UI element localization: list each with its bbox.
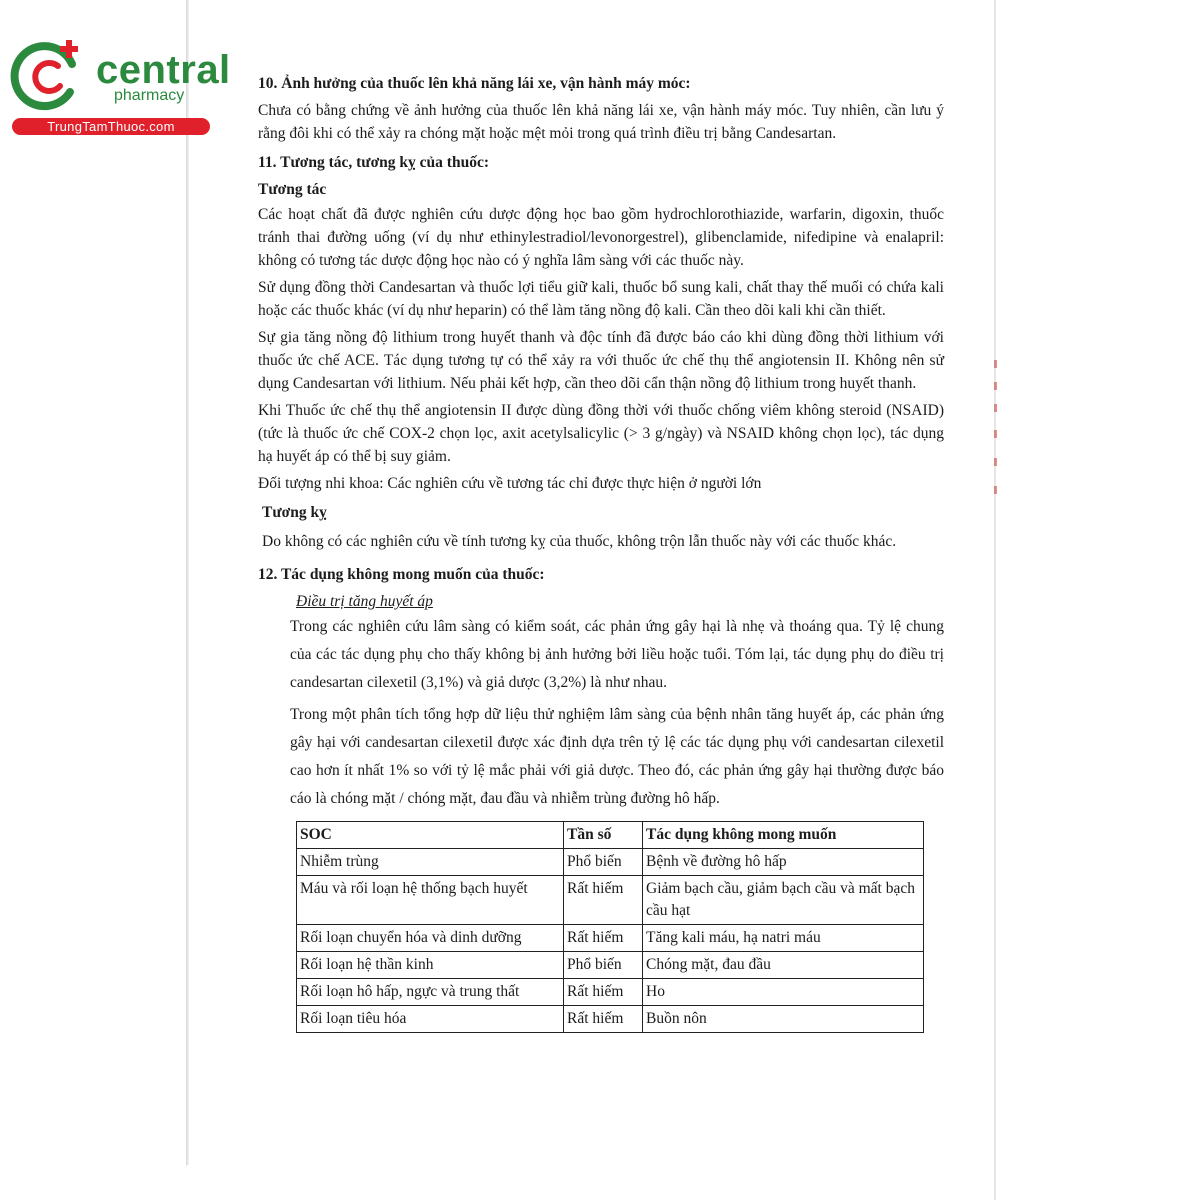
adverse-effects-table <box>296 821 924 1033</box>
interaction-paragraph: Sự gia tăng nồng độ lithium trong huyết thanh và độc tính đã được báo cáo khi dùng đồng thời lithium với thuốc ức chế ACE. Tác dụng tương tự có thể xảy ra với thuốc ức chế thụ thể angiotensin II. Không nên sử dụng Candesartan với lithium. Nếu phải kết hợp, cần theo dõi cẩn thận nồng độ lithium trong huyết thanh. <box>258 329 944 392</box>
section-11-heading: 11. Tương tác, tương kỵ của thuốc: <box>258 154 489 171</box>
interaction-paragraph: Các hoạt chất đã được nghiên cứu dược động học bao gồm hydrochlorothiazide, warfarin, digoxin, thuốc tránh thai đường uống (ví dụ như ethinylestradiol/levonorgestrel), glibenclamide, nifedipine và enalapril: không có tương tác dược động học nào có ý nghĩa lâm sàng với các thuốc này. <box>258 206 944 269</box>
table-row <box>297 1006 924 1033</box>
brand-name: central <box>96 48 231 92</box>
table-cell: Bệnh về đường hô hấp <box>643 849 924 876</box>
table-cell: Giảm bạch cầu, giảm bạch cầu và mất bạch cầu hạt <box>643 876 924 925</box>
table-cell: Rất hiếm <box>564 876 643 925</box>
table-cell: Rối loạn hệ thần kinh <box>297 952 564 979</box>
table-cell: Ho <box>643 979 924 1006</box>
section-10-body: Chưa có bằng chứng về ảnh hưởng của thuốc lên khả năng lái xe, vận hành máy móc. Tuy nhiên, cần lưu ý rằng đôi khi có thể xảy ra chóng mặt hoặc mệt mỏi trong quá trình điều trị bằng Candesartan. <box>258 102 944 142</box>
table-cell: Phổ biến <box>564 849 643 876</box>
table-row <box>297 849 924 876</box>
margin-stamp-marks <box>990 360 1002 510</box>
table-cell: Rất hiếm <box>564 1006 643 1033</box>
adverse-paragraph: Trong các nghiên cứu lâm sàng có kiểm soát, các phản ứng gây hại là nhẹ và thoáng qua. Tỷ lệ chung của các tác dụng phụ cho thấy không bị ảnh hưởng bởi liều hoặc tuổi. Tóm lại, tác dụng phụ do điều trị candesartan cilexetil (3,1%) và giả dược (3,2%) là như nhau. <box>290 618 944 691</box>
table-row <box>297 952 924 979</box>
interaction-title: Tương tác <box>258 181 327 198</box>
document-body <box>258 66 944 1033</box>
column-header-effect: Tác dụng không mong muốn <box>643 822 924 849</box>
table-cell: Chóng mặt, đau đầu <box>643 952 924 979</box>
brand-subtitle: pharmacy <box>114 87 185 104</box>
page-edge-right <box>994 0 996 1200</box>
site-url-badge[interactable]: TrungTamThuoc.com <box>12 118 210 135</box>
table-cell: Rối loạn hô hấp, ngực và trung thất <box>297 979 564 1006</box>
section-12-heading: 12. Tác dụng không mong muốn của thuốc: <box>258 566 545 583</box>
section-10-heading: 10. Ảnh hưởng của thuốc lên khả năng lái xe, vận hành máy móc: <box>258 75 691 92</box>
table-row <box>297 979 924 1006</box>
incompatibility-body: Do không có các nghiên cứu về tính tương kỵ của thuốc, không trộn lẫn thuốc này với các thuốc khác. <box>262 533 897 550</box>
table-cell: Nhiễm trùng <box>297 849 564 876</box>
table-cell: Máu và rối loạn hệ thống bạch huyết <box>297 876 564 925</box>
central-pharmacy-logo[interactable] <box>10 36 231 136</box>
table-row <box>297 876 924 925</box>
column-header-soc: SOC <box>297 822 564 849</box>
adverse-paragraph: Trong một phân tích tổng hợp dữ liệu thử nghiệm lâm sàng của bệnh nhân tăng huyết áp, các phản ứng gây hại với candesartan cilexetil được xác định dựa trên tỷ lệ các tác dụng phụ với candesartan cilexetil cao hơn ít nhất 1% so với tỷ lệ mắc phải với giả dược. Theo đó, các phản ứng gây hại thường được báo cáo là chóng mặt / chóng mặt, đau đầu và nhiễm trùng đường hô hấp. <box>290 706 944 807</box>
interaction-paragraph: Sử dụng đồng thời Candesartan và thuốc lợi tiểu giữ kali, thuốc bổ sung kali, chất thay thế muối có chứa kali hoặc các thuốc khác (ví dụ như heparin) có thể làm tăng nồng độ kali. Cần theo dõi kali khi cần thiết. <box>258 279 944 319</box>
table-row <box>297 925 924 952</box>
incompatibility-title: Tương kỵ <box>262 504 327 521</box>
interaction-paragraph: Đối tượng nhi khoa: Các nghiên cứu về tương tác chỉ được thực hiện ở người lớn <box>258 475 762 492</box>
table-cell: Phổ biến <box>564 952 643 979</box>
table-cell: Rất hiếm <box>564 979 643 1006</box>
table-cell: Rối loạn chuyển hóa và dinh dưỡng <box>297 925 564 952</box>
section-12-text <box>290 613 944 813</box>
column-header-frequency: Tần số <box>564 822 643 849</box>
pharmacy-cross-icon <box>10 36 90 116</box>
table-cell: Tăng kali máu, hạ natri máu <box>643 925 924 952</box>
table-cell: Rối loạn tiêu hóa <box>297 1006 564 1033</box>
page-edge-shadow <box>186 0 189 1165</box>
table-cell: Rất hiếm <box>564 925 643 952</box>
hypertension-subheading: Điều trị tăng huyết áp <box>296 593 433 610</box>
table-header-row <box>297 822 924 849</box>
interaction-paragraph: Khi Thuốc ức chế thụ thể angiotensin II được dùng đồng thời với thuốc chống viêm không steroid (NSAID) (tức là thuốc ức chế COX-2 chọn lọc, axit acetylsalicylic (> 3 g/ngày) và NSAID không chọn lọc), tác dụng hạ huyết áp có thể bị suy giảm. <box>258 402 944 465</box>
table-cell: Buồn nôn <box>643 1006 924 1033</box>
